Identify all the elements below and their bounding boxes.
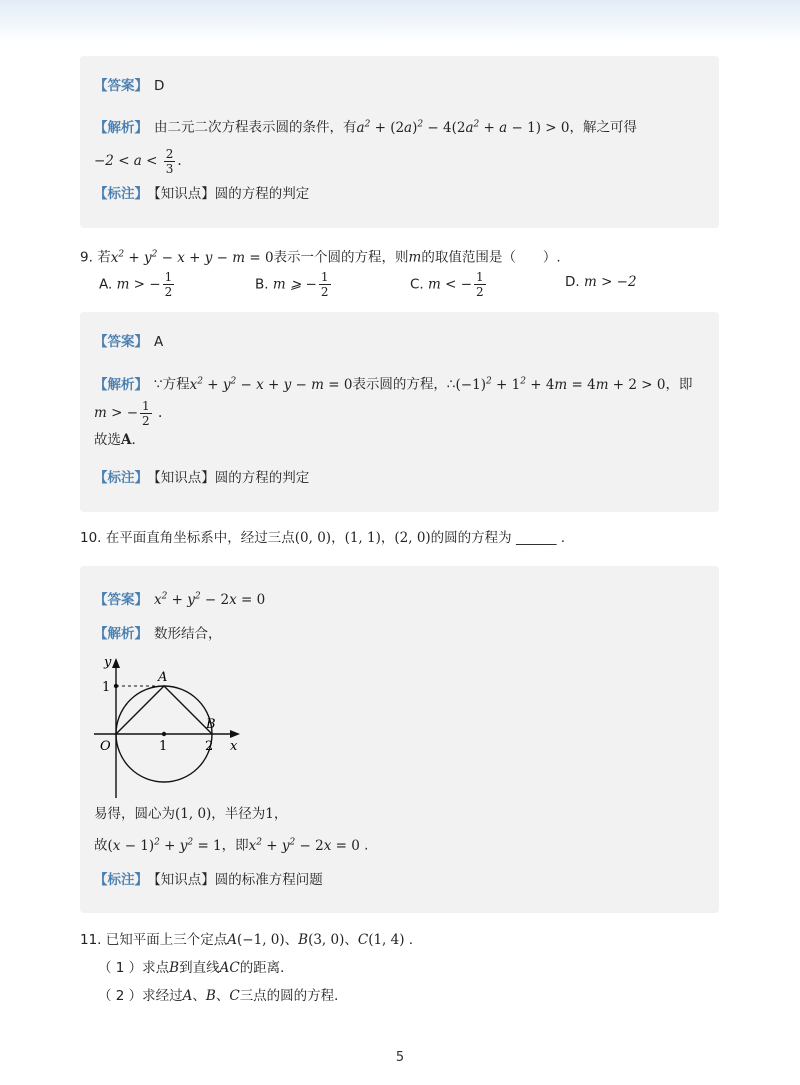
- origin-label: O: [100, 739, 111, 754]
- result-text: 故: [94, 837, 108, 854]
- note-text: 【知识点】圆的方程的判定: [154, 470, 310, 486]
- part-text-3: 的距离．: [239, 960, 294, 976]
- question-11-stem: 11. 已知平面上三个定点A(−1, 0)、B(3, 0)、C(1, 4) .: [80, 932, 414, 948]
- conclusion-line: 故选A．: [94, 432, 145, 448]
- question-number: 9.: [80, 249, 93, 266]
- result-text-2: ，半径为: [211, 806, 266, 822]
- question-11-part-1: （ 1 ）求点B到直线AC的距离．: [98, 960, 294, 976]
- note-text: 【知识点】圆的标准方程问题: [154, 872, 323, 888]
- page-number: 5: [395, 1050, 405, 1065]
- answer-formula: $x^2 + y^2 - 2x = 0$: [154, 591, 266, 608]
- analysis-text-2: 表示圆的方程，∴: [352, 376, 456, 393]
- point-b-label: B: [206, 717, 216, 732]
- answer-box-q10: [80, 566, 719, 913]
- option-label: A.: [99, 276, 113, 293]
- question-number: 11.: [80, 932, 102, 948]
- stem-text-end: 的圆的方程为 ______ .: [430, 530, 566, 546]
- analysis-line: [94, 624, 222, 644]
- answer-tag: 【答案】: [94, 334, 148, 350]
- analysis-text-3: ，即: [665, 376, 693, 393]
- y-axis-arrow-icon: [112, 658, 120, 668]
- question-number: 10.: [80, 530, 102, 546]
- answer-box-q9: [80, 312, 719, 512]
- tick-label-y1: 1: [102, 680, 111, 695]
- tick-label-x1: 1: [159, 739, 168, 754]
- stem-text: 已知平面上三个定点: [105, 932, 228, 948]
- point-a-label: A: [158, 670, 168, 685]
- triangle-oab: [116, 686, 212, 734]
- formula: $a^2 + (2a)^2 - 4(2a^2 + a - 1) > 0$: [356, 119, 570, 136]
- part-text: （ 1 ）求点: [98, 960, 170, 976]
- option-label: B.: [255, 276, 269, 293]
- analysis-result: −2 < a < $\frac{2}{3}$ .: [94, 146, 182, 176]
- analysis-tag: 【解析】: [94, 376, 148, 393]
- analysis-text: 由二元二次方程表示圆的条件，有: [154, 119, 357, 136]
- x-axis-arrow-icon: [230, 730, 240, 738]
- result-line-1: 易得，圆心为(1, 0)，半径为1，: [94, 806, 288, 822]
- y-label: y: [104, 655, 112, 670]
- answer-value: A: [154, 334, 164, 350]
- analysis-text: ∵方程: [154, 376, 190, 393]
- note-tag: 【标注】: [94, 872, 148, 888]
- x-label: x: [230, 739, 238, 754]
- answer-box-q8: [80, 56, 719, 228]
- note-text: 【知识点】圆的方程的判定: [154, 186, 310, 202]
- analysis-tag: 【解析】: [94, 119, 148, 136]
- analysis-text-end: ，解之可得: [569, 119, 637, 136]
- stem-text: 在平面直角坐标系中，经过三点: [105, 530, 295, 546]
- circle-figure: [88, 652, 248, 800]
- option-d: D. m > −2: [565, 274, 637, 290]
- analysis-line: 【解析】 ∵方程$x^2 + y^2 - x + y - m = 0$表示圆的方程，$\therefore(-1)^2 + 1^2 + 4m = 4m + 2 > 0$，即: [94, 376, 693, 393]
- option-label: C.: [410, 276, 424, 293]
- analysis-line: [94, 114, 637, 138]
- answer-line: [94, 76, 164, 96]
- tick-label-x2: 2: [205, 739, 214, 754]
- answer-tag: 【答案】: [94, 591, 148, 608]
- option-label: D.: [565, 274, 580, 290]
- option-b: B. m ⩾ − $\frac{1}{2}$: [255, 270, 329, 299]
- stem-text-3: 的取值范围是（ ）.: [421, 249, 561, 266]
- result-text: 易得，圆心为: [94, 806, 175, 822]
- option-c: C. m < − $\frac{1}{2}$: [410, 270, 484, 299]
- tick-point-y1: [114, 684, 118, 688]
- analysis-tag: 【解析】: [94, 626, 148, 642]
- part-text-2: 到直线: [179, 960, 220, 976]
- note-line: [94, 468, 309, 488]
- stem-text: 若: [97, 249, 111, 266]
- part-text: （ 2 ）求经过: [98, 988, 183, 1004]
- answer-line: [94, 586, 265, 610]
- result-line-2: 故$(x - 1)^2 + y^2 = 1$，即$x^2 + y^2 - 2x = 0$ .: [94, 837, 369, 854]
- note-line: [94, 870, 323, 890]
- question-10-stem: 10. 在平面直角坐标系中，经过三点(0, 0)，(1, 1)，(2, 0)的圆的方程为 ______ .: [80, 530, 566, 546]
- question-9-stem: 9. 若$x^2 + y^2 - x + y - m = 0$表示一个圆的方程，则m的取值范围是（ ）.: [80, 249, 561, 266]
- note-line: [94, 184, 309, 204]
- answer-line: [94, 332, 163, 352]
- center-point: [162, 732, 166, 736]
- note-tag: 【标注】: [94, 186, 148, 202]
- stem-text-2: 表示一个圆的方程，则: [273, 249, 409, 266]
- part-text-2: 三点的圆的方程．: [239, 988, 348, 1004]
- question-11-part-2: （ 2 ）求经过A、B、C三点的圆的方程．: [98, 988, 348, 1004]
- option-a: A. m > − $\frac{1}{2}$: [99, 270, 173, 299]
- result-text-2: ，即: [221, 837, 249, 854]
- conclusion-text: 故选: [94, 432, 121, 448]
- analysis-result: m > − $\frac{1}{2}$ .: [94, 398, 163, 428]
- header-band: [0, 0, 800, 42]
- answer-value: D: [154, 78, 165, 94]
- analysis-text: 数形结合，: [154, 626, 222, 642]
- answer-tag: 【答案】: [94, 78, 148, 94]
- note-tag: 【标注】: [94, 470, 148, 486]
